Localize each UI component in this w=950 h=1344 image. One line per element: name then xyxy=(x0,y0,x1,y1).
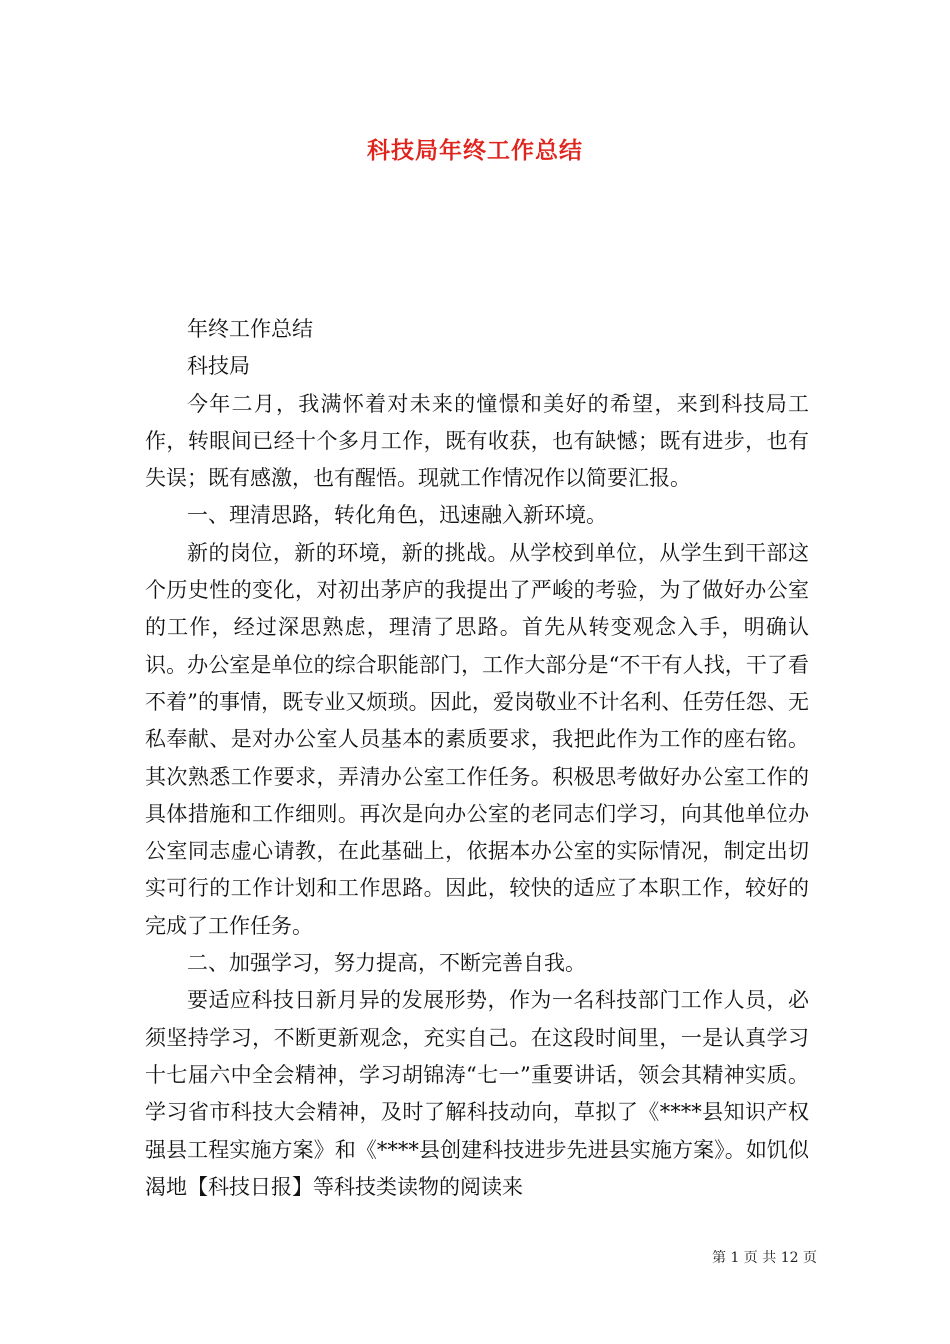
page-title: 科技局年终工作总结 xyxy=(367,137,583,164)
document-body xyxy=(145,311,809,1206)
section-1-paragraph: 新的岗位，新的环境，新的挑战。从学校到单位，从学生到干部这个历史性的变化，对初出茅庐的我提出了严峻的考验，为了做好办公室的工作，经过深思熟虑，理清了思路。首先从转变观念入手，明确认识。办公室是单位的综合职能部门，工作大部分是“不干有人找，干了看不着”的事情，既专业又烦琐。因此，爱岗敬业不计名利、任劳任怨、无私奉献、是对办公室人员基本的素质要求，我把此作为工作的座右铭。其次熟悉工作要求，弄清办公室工作任务。积极思考做好办公室工作的具体措施和工作细则。再次是向办公室的老同志们学习，向其他单位办公室同志虚心请教，在此基础上，依据本办公室的实际情况，制定出切实可行的工作计划和工作思路。因此，较快的适应了本职工作，较好的完成了工作任务。 xyxy=(145,540,809,938)
section-2-paragraph: 要适应科技日新月异的发展形势，作为一名科技部门工作人员，必须坚持学习，不断更新观念，充实自己。在这段时间里，一是认真学习十七届六中全会精神，学习胡锦涛“七一”重要讲话，领会其精神实质。学习省市科技大会精神，及时了解科技动向，草拟了《****县知识产权强县工程实施方案》和《****县创建科技进步先进县实施方案》。如饥似渴地【科技日报】等科技类读物的阅读来 xyxy=(145,988,809,1199)
section-heading-2: 二、加强学习，努力提高，不断完善自我。 xyxy=(187,951,586,976)
subtitle-line: 年终工作总结 xyxy=(187,317,313,341)
author-line: 科技局 xyxy=(187,354,250,379)
intro-paragraph: 今年二月，我满怀着对未来的憧憬和美好的希望，来到科技局工作，转眼间已经十个多月工作，既有收获，也有缺憾；既有进步，也有失误；既有感激，也有醒悟。现就工作情况作以简要汇报。 xyxy=(145,391,809,491)
section-heading-1: 一、理清思路，转化角色，迅速融入新环境。 xyxy=(187,503,607,528)
page-footer: 第 1 页 共 12 页 xyxy=(712,1250,817,1266)
